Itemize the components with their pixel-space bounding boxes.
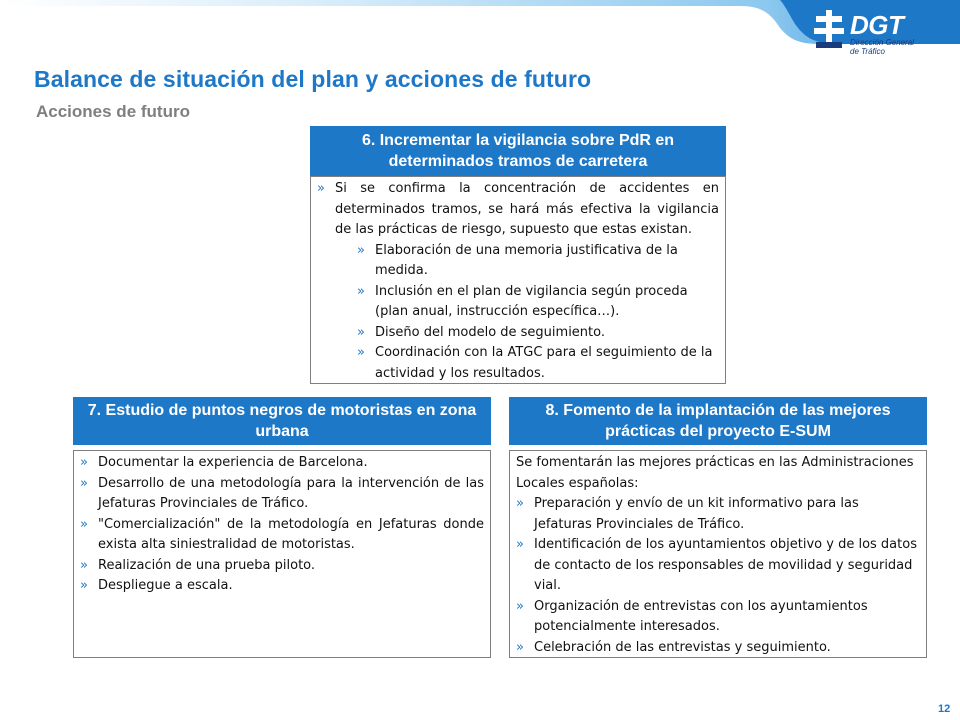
box8-item: » Organización de entrevistas con los ayuntamientos potencialmente interesados. (516, 598, 868, 634)
bullet-icon: » (80, 516, 88, 532)
bullet-icon: » (317, 181, 325, 196)
bullet-icon: » (516, 598, 524, 614)
box7-body (73, 450, 491, 658)
box7-item: » Documentar la experiencia de Barcelona. (80, 453, 484, 474)
box8-item: » Preparación y envío de un kit informativo para las Jefaturas Provinciales de Tráfico. (516, 496, 859, 532)
box8-intro: Se fomentarán las mejores prácticas en las Administraciones Locales españolas: (516, 455, 914, 491)
bullet-icon: » (516, 537, 524, 552)
bullet-icon: » (357, 345, 365, 360)
box6-subitem: » Inclusión en el plan de vigilancia según proceda (plan anual, instrucción específica…). (357, 283, 688, 319)
box6-body (310, 176, 726, 384)
bullet-icon: » (357, 283, 365, 299)
dgt-logo (812, 8, 952, 62)
page-number: 12 (938, 703, 951, 715)
box8-item: » Celebración de las entrevistas y seguimiento. (516, 638, 920, 659)
box6-header: 6. Incrementar la vigilancia sobre PdR en determinados tramos de carretera (310, 126, 726, 176)
box7-item: » Despliegue a escala. (80, 576, 484, 597)
box6-subitem: » Elaboración de una memoria justificativa de la medida. (357, 242, 678, 278)
page-title: Balance de situación del plan y acciones de futuro (34, 66, 592, 92)
bullet-icon: » (357, 324, 365, 340)
bullet-icon: » (516, 639, 524, 655)
box6-main-item: » Si se confirma la concentración de accidentes en determinados tramos, se hará más efectiva la vigilancia de las prácticas de riesgo, supuesto que estas existan. (317, 181, 719, 237)
bullet-icon: » (516, 496, 524, 511)
box7-item: » Desarrollo de una metodología para la intervención de las Jefaturas Provinciales de Tráfico. (80, 475, 484, 511)
box7-item: » Realización de una prueba piloto. (80, 556, 484, 577)
box6-subitem: » Diseño del modelo de seguimiento. (357, 323, 719, 344)
bullet-icon: » (80, 578, 88, 593)
box8-body (509, 450, 927, 658)
box7-header: 7. Estudio de puntos negros de motoristas en zona urbana (73, 397, 491, 445)
box8-item: » Identificación de los ayuntamientos objetivo y de los datos de contacto de los responsables de movilidad y seguridad vial. (516, 537, 917, 593)
bullet-icon: » (80, 455, 88, 470)
bullet-icon: » (357, 242, 365, 258)
bullet-icon: » (80, 557, 88, 573)
box8-header: 8. Fomento de la implantación de las mejores prácticas del proyecto E-SUM (509, 397, 927, 445)
dgt-emblem-icon (812, 8, 848, 56)
box6-subitem: » Coordinación con la ATGC para el seguimiento de la actividad y los resultados. (357, 345, 713, 381)
box7-item: » "Comercialización" de la metodología en Jefaturas donde exista alta siniestralidad de motoristas. (80, 516, 484, 552)
bullet-icon: » (80, 475, 88, 491)
logo-subtitle: Dirección General de Tráfico (850, 38, 915, 56)
page-subtitle: Acciones de futuro (36, 102, 190, 121)
logo-text: DGT (850, 10, 904, 40)
